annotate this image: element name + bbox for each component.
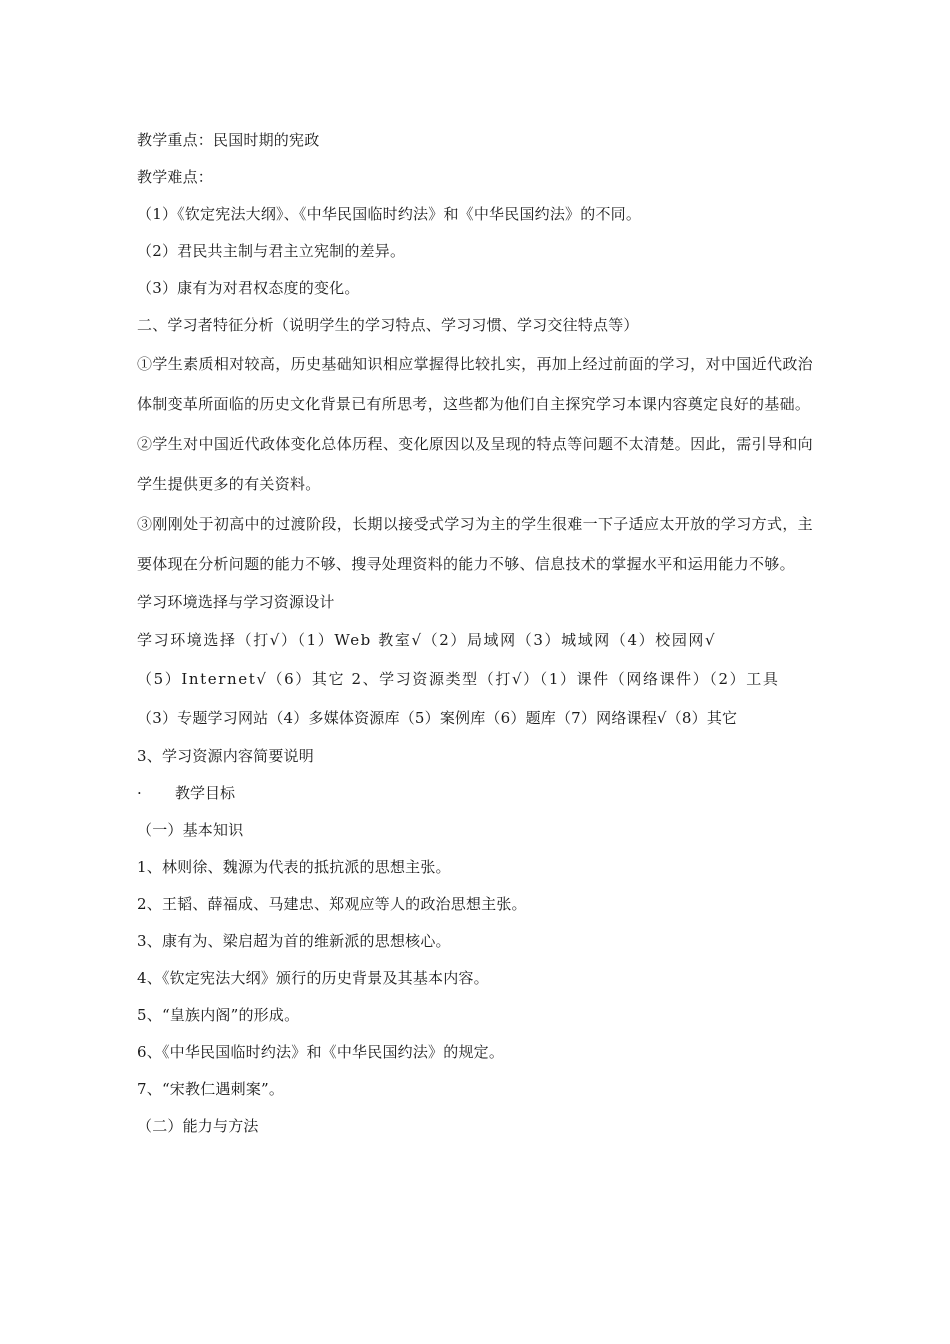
list-item: 6、《中华民国临时约法》和《中华民国约法》的规定。 (137, 1043, 505, 1061)
bullet-text: 教学目标 (175, 784, 236, 802)
text-line: （3）康有为对君权态度的变化。 (137, 279, 360, 297)
text-line: （5）Internet√（6）其它 2、学习资源类型（打√）（1）课件（网络课件）（2）工具 (137, 670, 780, 688)
list-item: 1、林则徐、魏源为代表的抵抗派的思想主张。 (137, 858, 451, 876)
text-line: （2）君民共主制与君主立宪制的差异。 (137, 242, 406, 260)
list-item: 2、王韬、薛福成、马建忠、郑观应等人的政治思想主张。 (137, 895, 527, 913)
paragraph: ②学生对中国近代政体变化总体历程、变化原因以及呈现的特点等问题不太清楚。因此，需引导和向学生提供更多的有关资料。 (137, 435, 813, 493)
text-line: （1）《钦定宪法大纲》、《中华民国临时约法》和《中华民国约法》的不同。 (137, 205, 642, 223)
bullet-icon: · (137, 784, 142, 802)
text-line: 学习环境选择（打√）（1）Web 教室√（2）局域网（3）城域网（4）校园网√ (137, 631, 717, 649)
text-line: （3）专题学习网站（4）多媒体资源库（5）案例库（6）题库（7）网络课程√（8）其它 (137, 709, 738, 727)
text-line: 教学重点：民国时期的宪政 (137, 131, 320, 149)
section-heading: 二、学习者特征分析（说明学生的学习特点、学习习惯、学习交往特点等） (137, 316, 639, 334)
subsection-heading: （一）基本知识 (137, 821, 244, 839)
section-heading: 学习环境选择与学习资源设计 (137, 593, 335, 611)
list-item: 4、《钦定宪法大纲》颁行的历史背景及其基本内容。 (137, 969, 489, 987)
bullet-item (137, 775, 813, 812)
text-line: 3、学习资源内容简要说明 (137, 747, 314, 765)
document-body (137, 122, 813, 1145)
text-line: 教学难点： (137, 168, 214, 186)
list-item: 7、“宋教仁遇刺案”。 (137, 1080, 285, 1098)
list-item: 5、“皇族内阁”的形成。 (137, 1006, 300, 1024)
subsection-heading: （二）能力与方法 (137, 1117, 259, 1135)
paragraph: ①学生素质相对较高，历史基础知识相应掌握得比较扎实，再加上经过前面的学习，对中国近代政治体制变革所面临的历史文化背景已有所思考，这些都为他们自主探究学习本课内容奠定良好的基础。 (137, 355, 813, 413)
paragraph: ③刚刚处于初高中的过渡阶段，长期以接受式学习为主的学生很难一下子适应太开放的学习方式，主要体现在分析问题的能力不够、搜寻处理资料的能力不够、信息技术的掌握水平和运用能力不够。 (137, 515, 813, 573)
list-item: 3、康有为、梁启超为首的维新派的思想核心。 (137, 932, 451, 950)
